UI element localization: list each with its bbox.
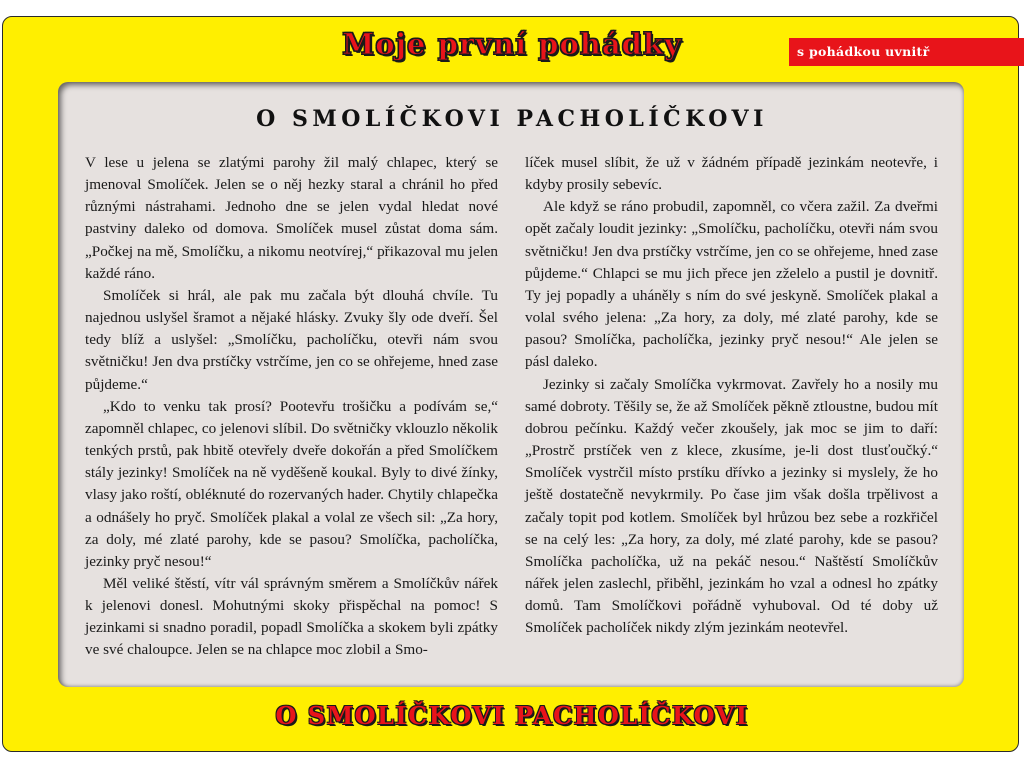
paragraph: V lese u jelena se zlatými parohy žil malý chlapec, který se jmenoval Smolíček. Jelen se o něj hezky staral a chránil ho před různými nástrahami. Jednoho dne se jelen vydal hledat nové pastviny daleko od domova. Smolíček musel zůstat doma sám. „Počkej na mě, Smolíčku, a nikomu neotvírej,“ přikazoval mu jelen každé ráno. <box>85 154 498 282</box>
story-right-column <box>525 152 938 639</box>
paragraph: Měl veliké štěstí, vítr vál správným směrem a Smolíčkův nářek k jelenovi donesl. Mohutnými skoky přispěchal na pomoc! S jezinkami si snadno poradil, popadl Smolíčka a skokem byli zpátky ve své chaloupce. Jelen se na chlapce moc zlobil a Smo- <box>85 574 498 659</box>
story-left-column <box>85 152 498 662</box>
paragraph: „Kdo to venku tak prosí? Pootevřu trošičku a podívám se,“ zapomněl chlapec, co jelenovi slíbil. Do světničky vklouzlo několik tenkých prstů, pak hbitě otevřely dveře dokořán a před Smolíčkem stály jezinky! Smolíček na ně vyděšeně koukal. Byly to divé žínky, vlasy jako roští, obléknuté do rozervaných hader. Chytily chlapečka a odnášely ho pryč. Smolíček plakal a volal ze všech sil: „Za hory, za doly, mé zlaté parohy, kde se pasou? Smolíčka, pacholíčka, jezinky pryč nesou!“ <box>85 397 498 570</box>
brand-title: Moje první pohádky <box>342 27 682 61</box>
paragraph: Smolíček si hrál, ale pak mu začala být dlouhá chvíle. Tu najednou uslyšel šramot a nějaké hlásky. Zvuky šly ode dveří. Šel tedy blíž a uslyšel: „Smolíčku, pacholíčku, otevři nám svou světničku! Jen dva prstíčky vstrčíme, jen co se ohřejeme, hned zase půjdeme.“ <box>85 286 498 393</box>
paragraph: Ale když se ráno probudil, zapomněl, co včera zažil. Za dveřmi opět začaly loudit jezinky: „Smolíčku, pacholíčku, otevři nám svou světničku! Jen dva prstíčky vstrčíme, jen co se ohřejeme, hned zase půjdeme.“ Chlapci se mu jich přece jen zželelo a pustil je dovnitř. Ty jej popadly a uháněly s ním do své jeskyně. Smolíček plakal a volal svého jelena: „Za hory, za doly, mé zlaté parohy, kde se pasou? Smolíčka, pacholíčka, jezinky pryč nesou!“ Ale jelen se pásl daleko. <box>525 198 938 371</box>
story-title: O SMOLÍČKOVI PACHOLÍČKOVI <box>256 106 768 132</box>
paragraph: Jezinky si začaly Smolíčka vykrmovat. Zavřely ho a nosily mu samé dobroty. Těšily se, že až Smolíček pěkně ztloustne, budou mít dobrou pečínku. Každý večer zkoušely, jak moc se jim to daří: „Prostrč prstíček ven z klece, zkusíme, je-li dost tlusťoučký.“ Smolíček vystrčil místo prstíku dřívko a jezinky si myslely, že ho ještě dostatečně nevykrmily. Po čase jim však došla trpělivost a začaly topit pod kotlem. Smolíček byl hrůzou bez sebe a rozkřičel se na celý les: „Za hory, za doly, mé zlaté parohy, kde se pasou? Smolíčka pacholíčka, už na pekáč nesou.“ Naštěstí Smolíčkův nářek jelen zaslechl, přiběhl, jezinkám ho vzal a odnesl ho zpátky domů. Tam Smolíčkovi pořádně vyhuboval. Od té doby už Smolíček pacholíček nikdy zlým jezinkám neotevřel. <box>525 375 938 637</box>
footer-title: O SMOLÍČKOVI PACHOLÍČKOVI <box>275 701 749 730</box>
ribbon-label: s pohádkou uvnitř <box>789 38 1024 66</box>
paragraph: líček musel slíbit, že už v žádném případě jezinkám neotevře, i kdyby prosily sebevíc. <box>525 154 938 194</box>
